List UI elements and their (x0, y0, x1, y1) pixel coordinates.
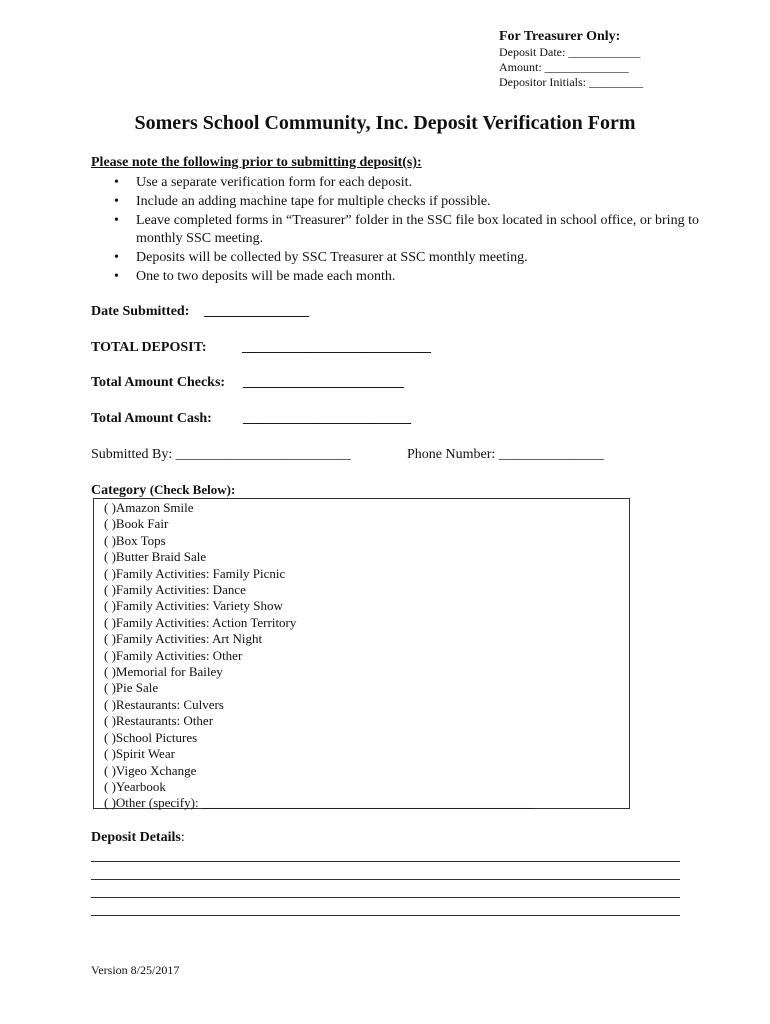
category-option[interactable]: ( )Spirit Wear (104, 746, 175, 762)
bullet-icon: • (114, 250, 119, 266)
category-option[interactable]: ( )Restaurants: Culvers (104, 696, 224, 712)
notes-list (114, 174, 714, 287)
date-submitted-label: Date Submitted: (91, 304, 190, 319)
submitted-by-field[interactable]: Submitted By: _________________________ (91, 447, 351, 462)
deposit-details-line[interactable] (91, 879, 680, 880)
category-option[interactable]: ( )Family Activities: Other (104, 647, 243, 663)
treasurer-heading: For Treasurer Only: (499, 29, 621, 44)
depositor-initials-field[interactable]: Depositor Initials: _________ (499, 75, 643, 89)
category-label: Category (Check Below): (91, 482, 236, 498)
date-submitted-input[interactable]: _______________ (204, 304, 309, 319)
note-item: • Leave completed forms in “Treasurer” folder in the SSC file box located in school office, or bring to monthly SSC meeting. (114, 212, 699, 247)
category-option[interactable]: ( )Yearbook (104, 778, 166, 794)
deposit-details-line[interactable] (91, 897, 680, 898)
bullet-icon: • (114, 268, 119, 284)
total-checks-input[interactable]: _______________________ (243, 375, 404, 390)
category-option[interactable]: ( )Family Activities: Action Territory (104, 614, 297, 630)
note-item: • Include an adding machine tape for multiple checks if possible. (114, 193, 714, 212)
bullet-icon: • (114, 212, 119, 228)
amount-field[interactable]: Amount: ______________ (499, 60, 629, 74)
category-option[interactable]: ( )Other (specify): ___________________________________________________ (104, 795, 534, 811)
category-option[interactable]: ( )Restaurants: Other (104, 713, 214, 729)
category-option[interactable]: ( )Family Activities: Dance (104, 582, 246, 598)
bullet-icon: • (114, 193, 119, 209)
category-option[interactable]: ( )Family Activities: Art Night (104, 631, 263, 647)
category-option[interactable]: ( )Memorial for Bailey (104, 664, 223, 680)
category-option[interactable]: ( )Amazon Smile (104, 500, 194, 515)
total-checks-label: Total Amount Checks: (91, 375, 226, 390)
category-option[interactable]: ( )Book Fair (104, 516, 169, 532)
total-cash-input[interactable]: ________________________ (243, 411, 411, 426)
deposit-details-label: Deposit Details: (91, 830, 185, 845)
phone-number-field[interactable]: Phone Number: _______________ (407, 447, 604, 462)
note-item: • Deposits will be collected by SSC Treasurer at SSC monthly meeting. (114, 249, 714, 268)
category-option[interactable]: ( )Vigeo Xchange (104, 762, 197, 778)
category-option[interactable]: ( )Family Activities: Family Picnic (104, 565, 286, 581)
total-cash-label: Total Amount Cash: (91, 411, 212, 426)
category-sub-label: (Check Below): (149, 482, 236, 497)
category-option[interactable]: ( )Butter Braid Sale (104, 549, 207, 565)
deposit-details-line[interactable] (91, 861, 680, 862)
total-deposit-label: TOTAL DEPOSIT: (91, 340, 207, 355)
category-option[interactable]: ( )Pie Sale (104, 680, 159, 696)
category-list (104, 500, 533, 812)
version-label: Version 8/25/2017 (91, 963, 180, 977)
total-deposit-input[interactable]: ___________________________ (242, 340, 431, 355)
category-option[interactable]: ( )Family Activities: Variety Show (104, 598, 283, 614)
category-option[interactable]: ( )School Pictures (104, 729, 198, 745)
category-option[interactable]: ( )Box Tops (104, 532, 166, 548)
bullet-icon: • (114, 175, 119, 190)
form-title: Somers School Community, Inc. Deposit Verification Form (134, 112, 636, 134)
notes-heading: Please note the following prior to submitting deposit(s): (91, 155, 422, 170)
note-item: • Use a separate verification form for each deposit. (114, 174, 714, 193)
note-item: • One to two deposits will be made each month. (114, 268, 714, 287)
treasurer-only-block (499, 28, 749, 90)
deposit-details-line[interactable] (91, 915, 680, 916)
deposit-date-field[interactable]: Deposit Date: ____________ (499, 45, 641, 59)
